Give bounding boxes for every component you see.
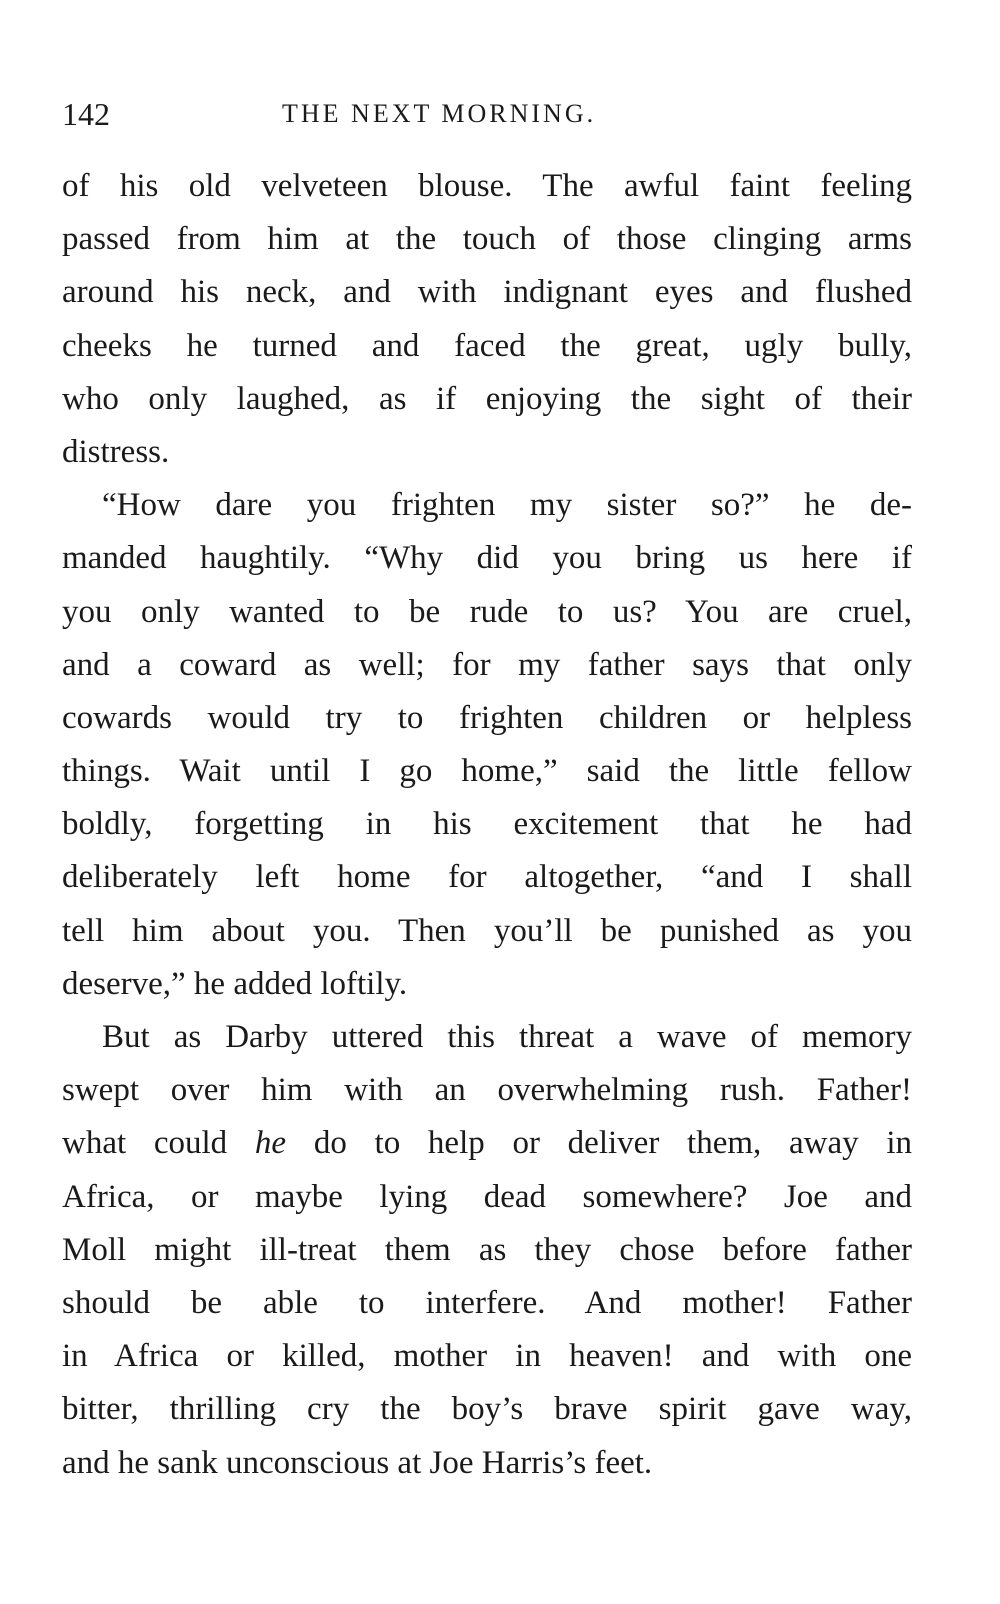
text-fragment: do to help or deliver them, away in xyxy=(313,1125,913,1162)
text-line: should be able to interfere. And mother! Father xyxy=(62,1284,912,1321)
text-line xyxy=(62,1117,912,1170)
text-line: bitter, thrilling cry the boy’s brave spirit gave way, xyxy=(62,1391,912,1428)
page-number: 142 xyxy=(62,96,110,132)
text-line: Moll might ill-treat them as they chose before father xyxy=(62,1231,912,1268)
text-line: deliberately left home for altogether, “and I shall xyxy=(62,859,912,896)
text-line: tell him about you. Then you’ll be punished as you xyxy=(62,912,912,949)
text-line: who only laughed, as if enjoying the sight of their xyxy=(62,380,912,417)
paragraph-1 xyxy=(62,160,912,479)
paragraph-2 xyxy=(62,479,912,1011)
italic-word: he xyxy=(254,1125,287,1162)
text-line: manded haughtily. “Why did you bring us here if xyxy=(62,540,912,577)
text-line: of his old velveteen blouse. The awful faint feeling xyxy=(62,168,912,204)
text-line: you only wanted to be rude to us? You are cruel, xyxy=(62,593,912,630)
text-line: distress. xyxy=(62,433,170,470)
body-text xyxy=(62,160,912,1490)
text-line: and a coward as well; for my father says that only xyxy=(62,646,912,683)
text-line: swept over him with an overwhelming rush. Father! xyxy=(62,1072,912,1109)
running-title: THE NEXT MORNING. xyxy=(282,99,597,128)
text-line: cowards would try to frighten children or helpless xyxy=(62,699,912,736)
text-line: in Africa or killed, mother in heaven! and with one xyxy=(62,1338,912,1375)
text-line: Africa, or maybe lying dead somewhere? Joe and xyxy=(62,1178,912,1215)
text-fragment: what could xyxy=(62,1125,228,1162)
running-head xyxy=(62,92,910,136)
text-line: deserve,” he added loftily. xyxy=(62,965,408,1002)
text-line: passed from him at the touch of those clinging arms xyxy=(62,221,912,258)
text-line: boldly, forgetting in his excitement that he had xyxy=(62,806,912,843)
text-line: But as Darby uttered this threat a wave of memory xyxy=(102,1019,912,1055)
text-line: and he sank unconscious at Joe Harris’s feet. xyxy=(62,1444,653,1481)
text-line: “How dare you frighten my sister so?” he de- xyxy=(102,487,912,524)
text-line: cheeks he turned and faced the great, ugly bully, xyxy=(62,327,912,364)
text-line: around his neck, and with indignant eyes and flushed xyxy=(62,274,912,311)
paragraph-3 xyxy=(62,1011,912,1490)
text-line: things. Wait until I go home,” said the little fellow xyxy=(62,753,912,790)
